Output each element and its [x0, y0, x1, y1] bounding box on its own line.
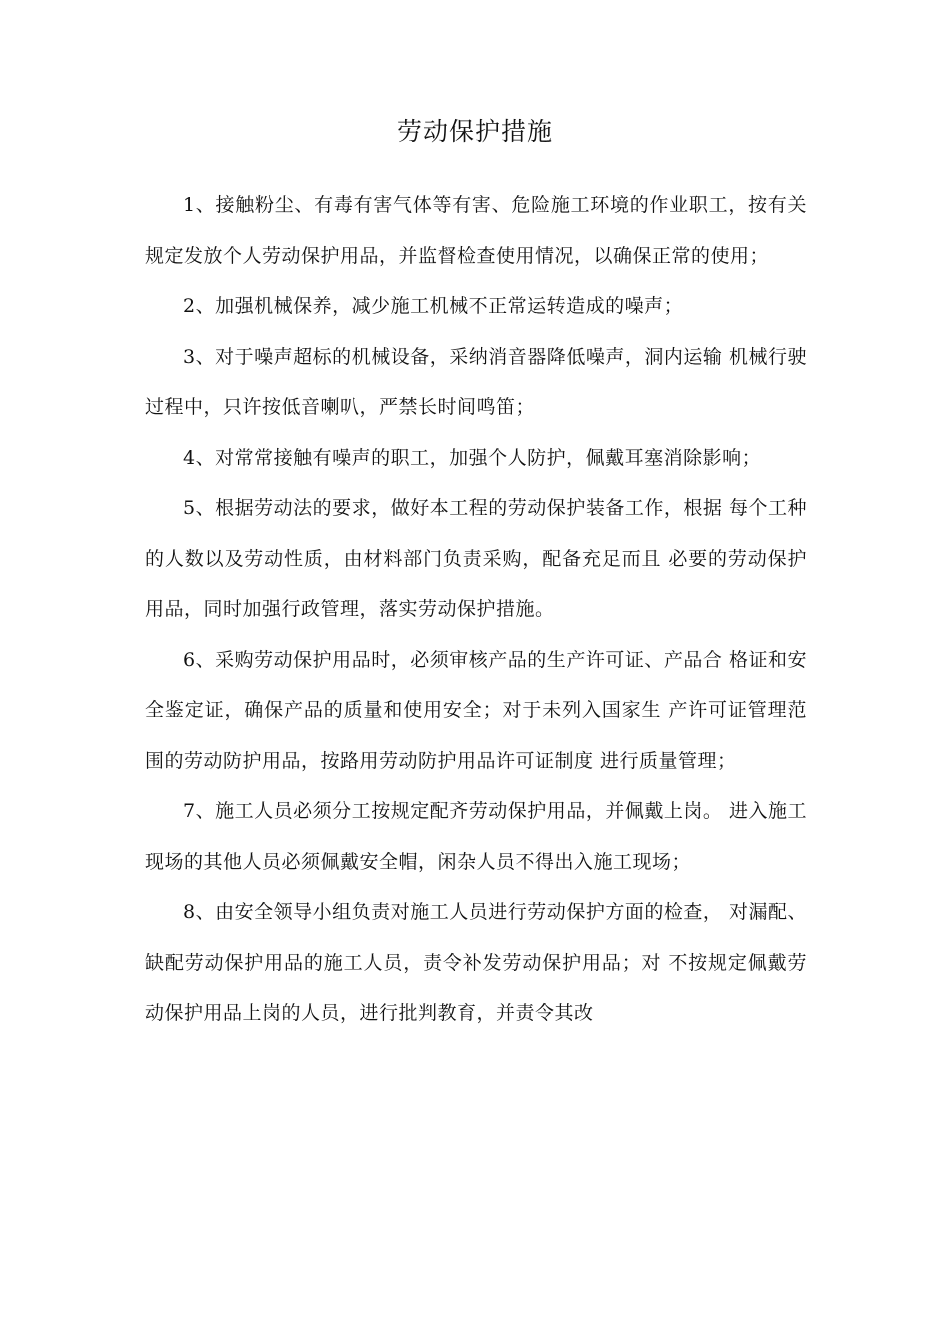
paragraph-7: 7、施工人员必须分工按规定配齐劳动保护用品，并佩戴上岗。 进入施工现场的其他人员必须佩戴安全帽，闲杂人员不得出入施工现场； [145, 800, 807, 873]
document-title: 劳动保护措施 [396, 117, 553, 146]
paragraph-5: 5、根据劳动法的要求，做好本工程的劳动保护装备工作，根据 每个工种的人数以及劳动性质，由材料部门负责采购，配备充足而且 必要的劳动保护用品，同时加强行政管理，落实劳动保护措施。 [145, 497, 807, 620]
paragraph-2: 2、加强机械保养，减少施工机械不正常运转造成的噪声； [183, 295, 684, 317]
paragraph-3: 3、对于噪声超标的机械设备，采纳消音器降低噪声，洞内运输 机械行驶过程中，只许按低音喇叭，严禁长时间鸣笛； [145, 345, 807, 418]
document-body [145, 180, 807, 1039]
paragraph-4: 4、对常常接触有噪声的职工，加强个人防护，佩戴耳塞消除影响； [183, 446, 762, 469]
paragraph-1: 1、接触粉尘、有毒有害气体等有害、危险施工环境的作业职工，按有关规定发放个人劳动保护用品，并监督检查使用情况，以确保正常的使用； [145, 194, 807, 267]
paragraph-6: 6、采购劳动保护用品时，必须审核产品的生产许可证、产品合 格证和安全鉴定证，确保产品的质量和使用安全；对于未列入国家生 产许可证管理范围的劳动防护用品，按路用劳动防护用品许可证制度 进行质量管理； [145, 648, 807, 772]
paragraph-8: 8、由安全领导小组负责对施工人员进行劳动保护方面的检查， 对漏配、缺配劳动保护用品的施工人员，责令补发劳动保护用品；对 不按规定佩戴劳动保护用品上岗的人员，进行批判教育，并责令其改 [145, 901, 807, 1024]
